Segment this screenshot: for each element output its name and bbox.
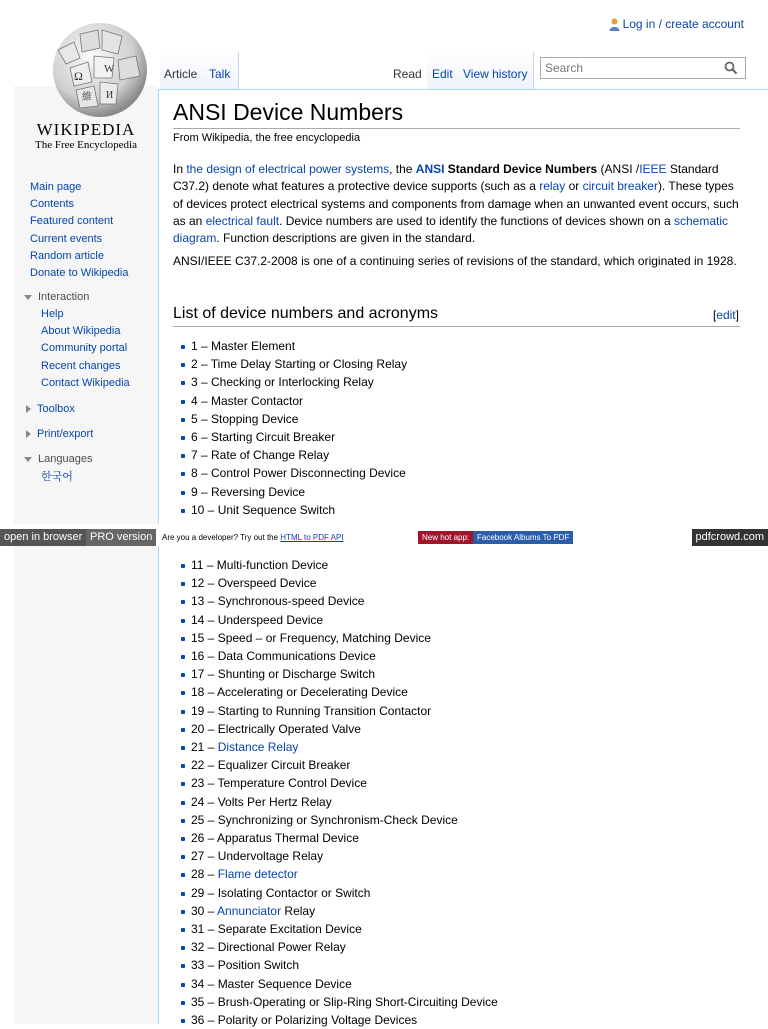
list-item [181, 629, 498, 647]
list-item [181, 665, 498, 683]
tab-history-label: View history [463, 67, 528, 81]
list-item [181, 574, 498, 592]
tab-read-label: Read [393, 67, 422, 81]
list-item-text: 16 – Data Communications Device [191, 649, 376, 664]
list-item [181, 1011, 498, 1029]
printexport-toggle[interactable] [24, 428, 93, 440]
text: ). These types of devices protect electrical systems and components from damage when an unwanted event occurs, such as an [173, 179, 739, 228]
chevron-down-icon [24, 457, 32, 462]
list-item [181, 829, 498, 847]
logo-wordmark [14, 120, 158, 151]
link-circuit-breaker[interactable]: circuit breaker [582, 179, 658, 194]
list-item: 2 – Time Delay Starting or Closing Relay [181, 355, 407, 373]
list-item: 4 – Master Contactor [181, 392, 407, 410]
nav-current-events[interactable]: Current events [30, 232, 103, 245]
tab-article-label: Article [164, 67, 198, 81]
device-list-top [181, 337, 407, 519]
pdfcrowd-brand[interactable]: pdfcrowd.com [692, 529, 768, 546]
nav-contents[interactable]: Contents [30, 198, 75, 211]
html-to-pdf-link[interactable]: HTML to PDF API [280, 533, 344, 542]
list-item [181, 793, 498, 811]
site-tagline: From Wikipedia, the free encyclopedia [173, 132, 361, 144]
list-item-text: 27 – Undervoltage Relay [191, 849, 324, 864]
list-item [181, 702, 498, 720]
sidebar-panel-lower [14, 546, 158, 1024]
list-item [181, 592, 498, 610]
list-item: 10 – Unit Sequence Switch [181, 501, 407, 519]
link-ieee[interactable]: IEEE [639, 162, 667, 176]
link-design-power-systems[interactable]: the design of electrical power systems [186, 162, 390, 176]
nav-contact-wikipedia[interactable]: Contact Wikipedia [41, 376, 130, 389]
text: In [173, 162, 187, 176]
pro-version-button[interactable]: PRO version [86, 529, 156, 546]
list-item-text: 28 – [191, 867, 218, 882]
svg-text:Ω: Ω [74, 69, 83, 83]
list-item [181, 556, 498, 574]
list-item [181, 865, 498, 883]
nav-community-portal[interactable]: Community portal [41, 342, 128, 355]
chevron-down-icon [24, 295, 32, 300]
list-item-text: 17 – Shunting or Discharge Switch [191, 667, 376, 682]
list-item-text: 30 – [191, 903, 218, 918]
nav-donate[interactable]: Donate to Wikipedia [30, 267, 129, 280]
list-item-text: 25 – Synchronizing or Synchronism-Check Device [191, 812, 458, 827]
list-item-text: 22 – Equalizer Circuit Breaker [191, 758, 351, 773]
toolbox-toggle[interactable] [24, 403, 75, 415]
tab-edit-label: Edit [432, 67, 453, 81]
nav-help[interactable]: Help [41, 308, 64, 320]
chevron-right-icon [26, 430, 31, 438]
list-item-text: 18 – Accelerating or Decelerating Device [191, 685, 408, 700]
tab-article[interactable] [160, 52, 201, 89]
search-icon[interactable] [724, 61, 738, 75]
developer-text: Are you a developer? Try out the [162, 533, 281, 542]
list-item [181, 774, 498, 792]
list-item: 3 – Checking or Interlocking Relay [181, 373, 407, 391]
tab-read[interactable] [389, 52, 426, 89]
list-item-text: 24 – Volts Per Hertz Relay [191, 794, 332, 809]
content-frame-lower [158, 546, 159, 1024]
list-item [181, 683, 498, 701]
list-item: 6 – Starting Circuit Breaker [181, 428, 407, 446]
logo-title: WIKIPEDIA [36, 120, 136, 139]
chevron-right-icon [26, 405, 31, 413]
login-link[interactable] [609, 17, 744, 31]
pdfcrowd-bar [0, 529, 768, 546]
interaction-list [41, 306, 130, 392]
list-item-text: 12 – Overspeed Device [191, 576, 317, 591]
section-edit: [edit] [712, 308, 739, 322]
edit-section-link[interactable]: edit [716, 308, 736, 322]
printexport-label: Print/export [37, 428, 94, 440]
main-navigation [30, 179, 128, 282]
developer-note [162, 533, 344, 542]
list-item-link[interactable]: Flame detector [217, 867, 298, 882]
link-schematic-diagram[interactable]: schematic diagram [173, 213, 728, 246]
languages-list [41, 469, 73, 486]
device-list-bottom [181, 556, 498, 1029]
list-item-text: 34 – Master Sequence Device [191, 976, 352, 991]
text: . Function descriptions are given in the standard. [216, 231, 476, 246]
search-placeholder: Search [545, 61, 584, 75]
list-item [181, 938, 498, 956]
list-item [181, 720, 498, 738]
list-item [181, 884, 498, 902]
list-item [181, 920, 498, 938]
list-item-text: 29 – Isolating Contactor or Switch [191, 885, 371, 900]
tab-edit[interactable] [428, 52, 457, 89]
svg-text:維: 維 [82, 92, 92, 103]
list-item-text: 23 – Temperature Control Device [191, 776, 367, 791]
tab-talk-label: Talk [209, 67, 231, 81]
nav-random-article[interactable]: Random article [30, 249, 104, 262]
facebook-albums-link[interactable]: Facebook Albums To PDF [473, 531, 573, 544]
list-item [181, 738, 498, 756]
list-item-text: 35 – Brush-Operating or Slip-Ring Short-Circuiting Device [191, 994, 498, 1009]
tab-talk[interactable] [205, 52, 234, 89]
login-label: Log in / create account [622, 17, 744, 31]
list-item [181, 847, 498, 865]
languages-heading-label: Languages [38, 453, 93, 465]
svg-text:И: И [106, 90, 114, 101]
list-item [181, 647, 498, 665]
list-item [181, 902, 498, 920]
list-item: 7 – Rate of Change Relay [181, 446, 407, 464]
list-item [181, 956, 498, 974]
link-relay[interactable]: relay [539, 179, 566, 194]
list-item-text: 14 – Underspeed Device [191, 612, 324, 627]
list-item-link[interactable]: Annunciator [217, 903, 282, 918]
list-item-text: 11 – Multi-function Device [191, 558, 329, 572]
list-item-text: 32 – Directional Power Relay [191, 940, 346, 955]
logo-tagline: The Free Encyclopedia [34, 139, 137, 151]
list-item-text: 36 – Polarity or Polarizing Voltage Devices [191, 1013, 418, 1028]
nav-about-wikipedia[interactable]: About Wikipedia [41, 325, 121, 338]
user-icon [609, 18, 620, 31]
hot-app-badge: New hot app: [418, 531, 473, 544]
list-item: 1 – Master Element [181, 337, 407, 355]
nav-featured-content[interactable]: Featured content [30, 215, 114, 228]
list-item-text: 31 – Separate Excitation Device [191, 922, 362, 937]
page-title: ANSI Device Numbers [173, 99, 740, 129]
text: or [565, 179, 583, 194]
list-item-text: 15 – Speed – or Frequency, Matching Device [191, 630, 431, 645]
interaction-heading-label: Interaction [38, 291, 90, 303]
list-item: 9 – Reversing Device [181, 483, 407, 501]
interaction-heading[interactable] [24, 291, 89, 303]
text: . Device numbers are used to identify the functions of devices shown on a [279, 213, 674, 228]
list-item [181, 611, 498, 629]
languages-heading[interactable] [24, 453, 92, 465]
list-item-text: 20 – Electrically Operated Valve [191, 721, 361, 736]
list-item-text: 26 – Apparatus Thermal Device [191, 831, 359, 846]
nav-main-page[interactable]: Main page [30, 181, 82, 193]
link-electrical-fault[interactable]: electrical fault [205, 213, 280, 228]
list-item [181, 811, 498, 829]
open-in-browser-button[interactable]: open in browser [0, 529, 86, 546]
intro-paragraph [173, 161, 740, 247]
text: (ANSI / [597, 162, 640, 176]
list-item [181, 756, 498, 774]
search-input[interactable] [540, 57, 746, 79]
list-item: 5 – Stopping Device [181, 410, 407, 428]
list-item: 8 – Control Power Disconnecting Device [181, 464, 407, 482]
toolbox-label: Toolbox [37, 403, 75, 415]
tab-view-history[interactable] [459, 52, 531, 89]
list-item-text: 21 – [191, 740, 218, 755]
list-item-link[interactable]: Distance Relay [217, 740, 299, 755]
list-item-text: 19 – Starting to Running Transition Contactor [191, 703, 432, 718]
bold-term: Standard Device Numbers [444, 162, 598, 176]
globe-icon [14, 20, 158, 120]
text: Standard C37.2) denote what features a protective device supports (such as a [173, 162, 719, 194]
svg-text:W: W [104, 63, 115, 75]
text: , the [389, 162, 416, 176]
lang-korean[interactable]: 한국어 [41, 471, 73, 483]
nav-recent-changes[interactable]: Recent changes [41, 359, 121, 372]
section-heading: List of device numbers and acronyms [173, 305, 740, 327]
list-item-text: 33 – Position Switch [191, 958, 300, 973]
list-item-text: Relay [281, 903, 316, 918]
list-item [181, 993, 498, 1011]
revision-paragraph: ANSI/IEEE C37.2-2008 is one of a continuing series of revisions of the standard, which originated in 1928. [173, 254, 737, 268]
link-ansi[interactable]: ANSI [415, 162, 445, 176]
list-item [181, 975, 498, 993]
list-item-text: 13 – Synchronous-speed Device [191, 594, 365, 609]
